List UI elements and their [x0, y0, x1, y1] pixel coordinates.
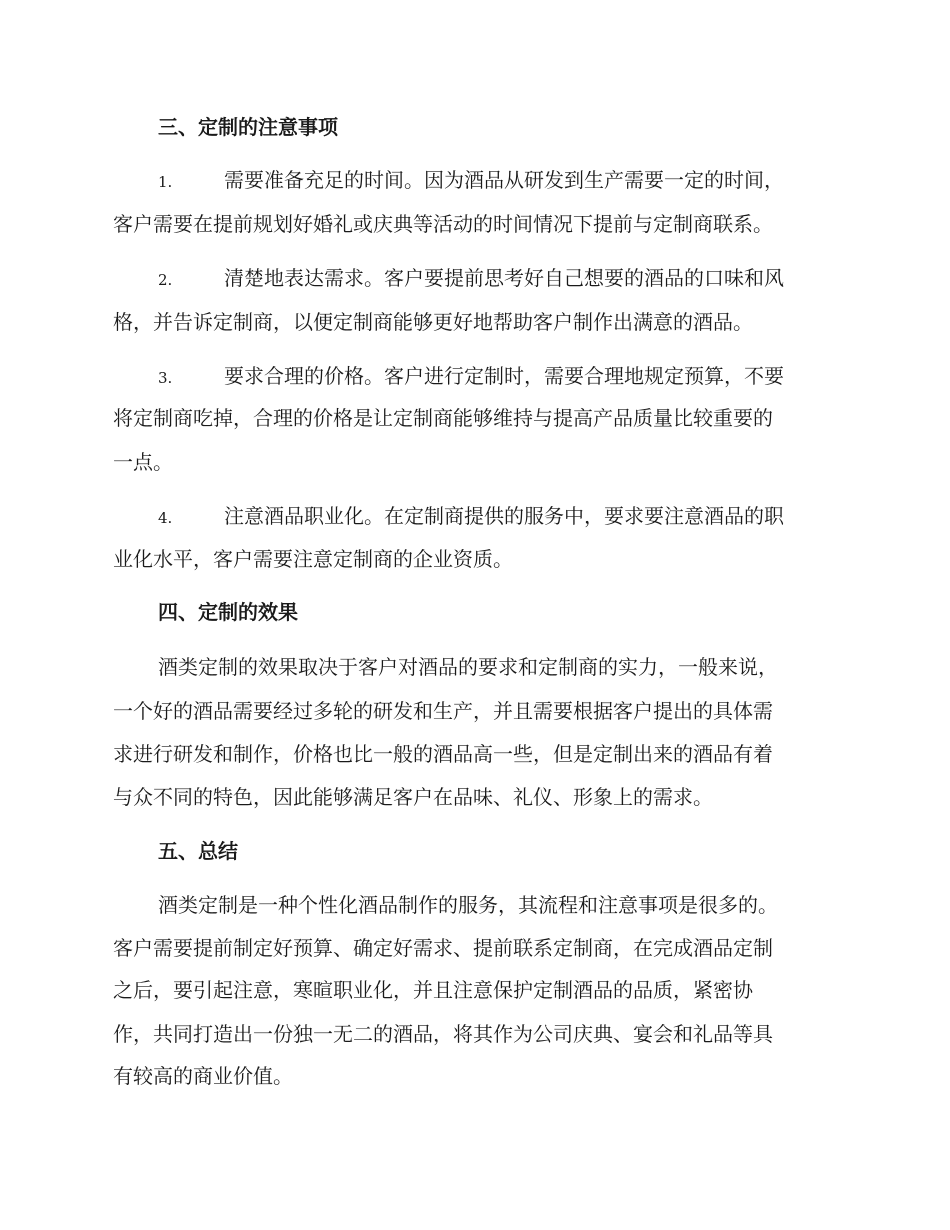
list-item-text: 将定制商吃掉，合理的价格是让定制商能够维持与提高产品质量比较重要的: [113, 406, 773, 430]
list-item-number: 3.: [158, 369, 173, 387]
paragraph-line: 求进行研发和制作，价格也比一般的酒品高一些，但是定制出来的酒品有着: [113, 742, 773, 766]
paragraph-line: 一个好的酒品需要经过多轮的研发和生产，并且需要根据客户提出的具体需: [113, 699, 773, 723]
paragraph-line: 与众不同的特色，因此能够满足客户在品味、礼仪、形象上的需求。: [113, 785, 713, 809]
list-item-number: 1.: [158, 173, 173, 191]
paragraph-line: 之后，要引起注意，寒暄职业化，并且注意保护定制酒品的品质，紧密协: [113, 978, 753, 1002]
list-item-number: 4.: [158, 509, 173, 527]
paragraph-line: 酒类定制的效果取决于客户对酒品的要求和定制商的实力，一般来说，: [158, 655, 778, 679]
paragraph-line: 酒类定制是一种个性化酒品制作的服务，其流程和注意事项是很多的。: [158, 893, 778, 917]
list-item-text: 清楚地表达需求。客户要提前思考好自己想要的酒品的口味和风: [224, 266, 784, 290]
section-heading: 四、定制的效果: [158, 600, 298, 624]
paragraph-line: 作，共同打造出一份独一无二的酒品，将其作为公司庆典、宴会和礼品等具: [113, 1022, 773, 1046]
list-item-text: 一点。: [113, 450, 173, 474]
list-item-text: 注意酒品职业化。在定制商提供的服务中，要求要注意酒品的职: [224, 504, 784, 528]
paragraph-line: 客户需要提前制定好预算、确定好需求、提前联系定制商，在完成酒品定制: [113, 936, 773, 960]
list-item-text: 要求合理的价格。客户进行定制时，需要合理地规定预算，不要: [224, 364, 784, 388]
paragraph-line: 有较高的商业价值。: [113, 1064, 293, 1088]
list-item-text: 需要准备充足的时间。因为酒品从研发到生产需要一定的时间，: [224, 168, 784, 192]
list-item-text: 业化水平，客户需要注意定制商的企业资质。: [113, 547, 513, 571]
section-heading: 三、定制的注意事项: [158, 115, 338, 139]
list-item-number: 2.: [158, 271, 173, 289]
section-heading: 五、总结: [158, 839, 238, 863]
list-item-text: 格，并告诉定制商，以便定制商能够更好地帮助客户制作出满意的酒品。: [113, 310, 753, 334]
list-item-text: 客户需要在提前规划好婚礼或庆典等活动的时间情况下提前与定制商联系。: [113, 212, 773, 236]
